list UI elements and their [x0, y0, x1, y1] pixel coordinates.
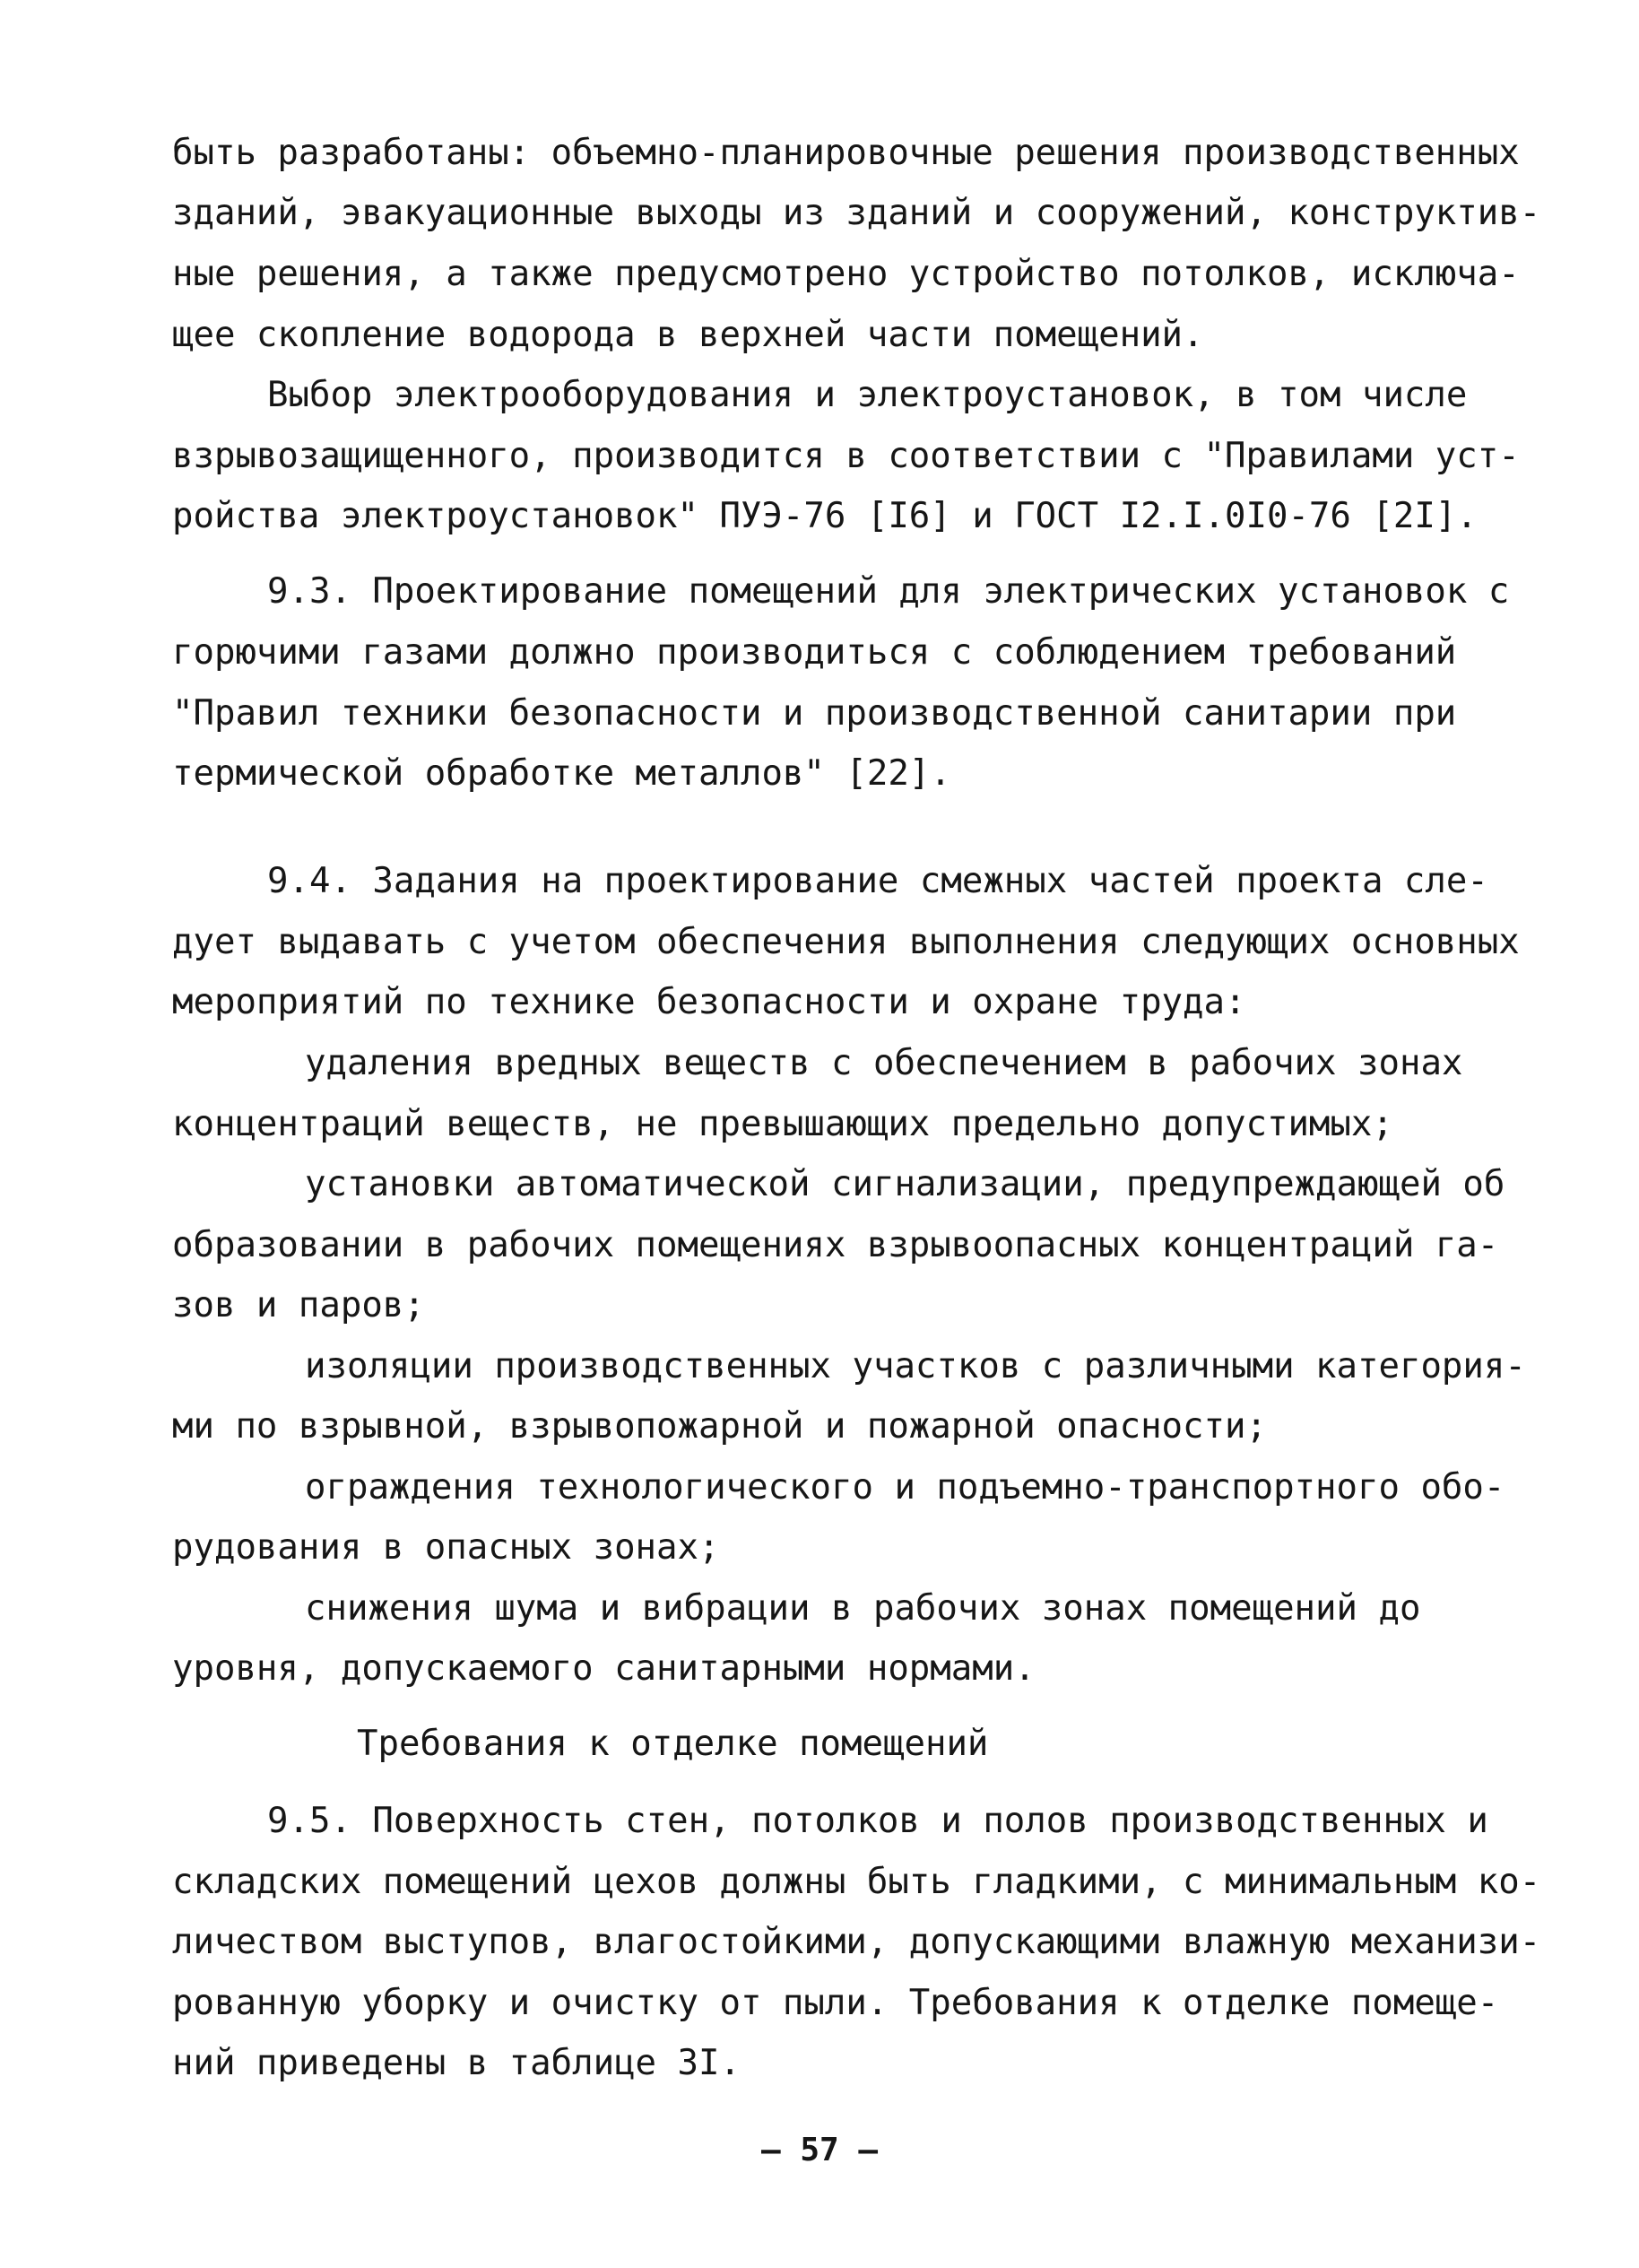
section-heading: Требования к отделке помещений	[357, 1724, 989, 1764]
list-item-line: зов и паров;	[172, 1285, 425, 1325]
text-line: 9.4. Задания на проектирование смежных частей проекта сле-	[267, 861, 1488, 901]
page-number: — 57 —	[760, 2132, 879, 2168]
text-line: Выбор электрооборудования и электроустановок, в том числе	[267, 375, 1468, 415]
list-item-line: изоляции производственных участков с различными категория-	[305, 1346, 1526, 1386]
text-line: мероприятий по технике безопасности и охране труда:	[172, 982, 1246, 1022]
text-line: ний приведены в таблице 3I.	[172, 2043, 741, 2083]
text-line: горючими газами должно производиться с соблюдением требований	[172, 632, 1457, 673]
list-item-line: образовании в рабочих помещениях взрывоопасных концентраций га-	[172, 1225, 1499, 1265]
list-item-line: рудования в опасных зонах;	[172, 1527, 720, 1568]
text-line: 9.3. Проектирование помещений для электрических установок с	[267, 571, 1510, 612]
list-item-line: ограждения технологического и подъемно-транспортного обо-	[305, 1467, 1505, 1508]
text-line: зданий, эвакуационные выходы из зданий и сооружений, конструктив-	[172, 193, 1541, 233]
list-item-line: ми по взрывной, взрывопожарной и пожарной опасности;	[172, 1406, 1267, 1447]
text-line: складских помещений цехов должны быть гладкими, с минимальным ко-	[172, 1862, 1541, 1902]
text-line: 9.5. Поверхность стен, потолков и полов производственных и	[267, 1801, 1488, 1841]
text-line: термической обработке металлов" [22].	[172, 753, 951, 794]
list-item-line: удаления вредных веществ с обеспечением в рабочих зонах	[305, 1043, 1463, 1083]
text-line: ройства электроустановок" ПУЭ-76 [I6] и ГОСТ I2.I.0I0-76 [2I].	[172, 496, 1478, 536]
list-item-line: концентраций веществ, не превышающих предельно допустимых;	[172, 1104, 1393, 1144]
list-item-line: уровня, допускаемого санитарными нормами.	[172, 1648, 1036, 1689]
text-line: взрывозащищенного, производится в соответствии с "Правилами уст-	[172, 436, 1520, 476]
text-line: щее скопление водорода в верхней части помещений.	[172, 315, 1204, 355]
text-line: личеством выступов, влагостойкими, допускающими влажную механизи-	[172, 1922, 1541, 1962]
text-line: рованную уборку и очистку от пыли. Требования к отделке помеще-	[172, 1983, 1499, 2023]
list-item-line: снижения шума и вибрации в рабочих зонах помещений до	[305, 1588, 1421, 1629]
text-line: "Правил техники безопасности и производственной санитарии при	[172, 693, 1457, 734]
text-line: дует выдавать с учетом обеспечения выполнения следующих основных	[172, 922, 1520, 962]
text-line: ные решения, а также предусмотрено устройство потолков, исключа-	[172, 254, 1520, 294]
text-line: быть разработаны: объемно-планировочные решения производственных	[172, 133, 1520, 173]
list-item-line: установки автоматической сигнализации, предупреждающей об	[305, 1164, 1505, 1204]
